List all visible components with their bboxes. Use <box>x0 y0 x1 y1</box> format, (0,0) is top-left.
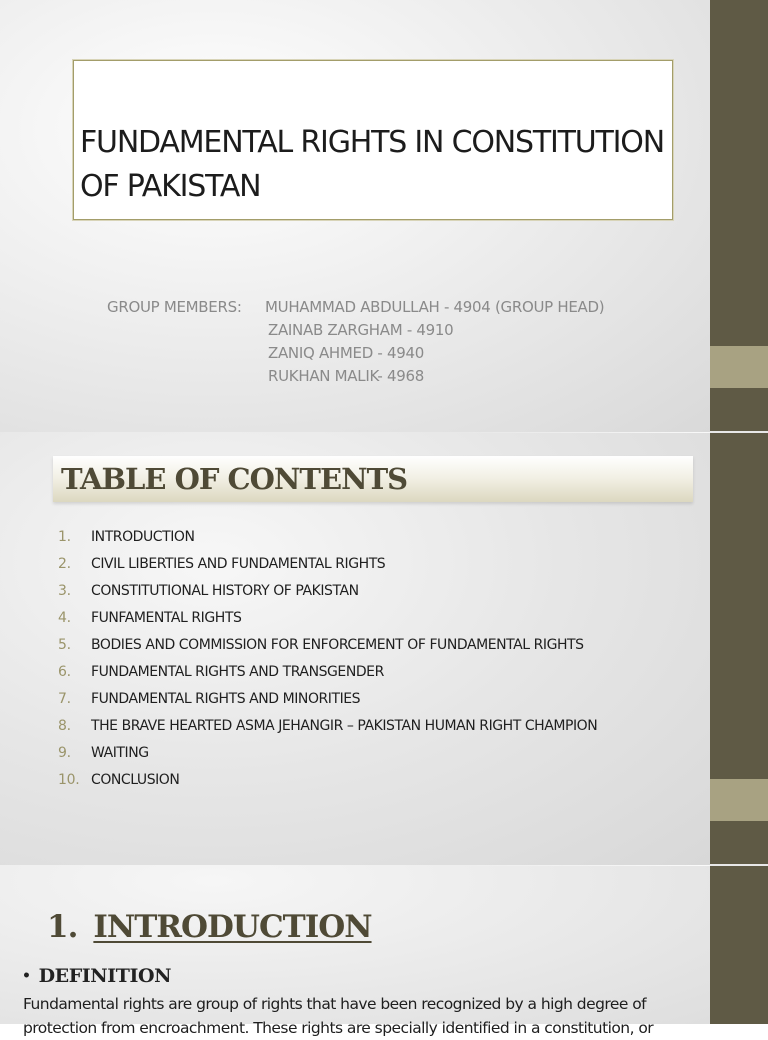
group-member: MUHAMMAD ABDULLAH - 4904 (GROUP HEAD) <box>265 298 605 316</box>
toc-text: FUNDAMENTAL RIGHTS AND TRANSGENDER <box>91 664 384 680</box>
toc-slide <box>0 432 710 865</box>
toc-item <box>58 607 708 634</box>
toc-number: 10. <box>58 772 80 788</box>
group-members-label: GROUP MEMBERS: <box>107 298 242 316</box>
toc-number: 3. <box>58 583 71 599</box>
group-label-spacer <box>107 319 265 342</box>
introduction-slide <box>0 865 710 1037</box>
toc-banner <box>53 456 693 502</box>
toc-item <box>58 553 708 580</box>
group-member-row <box>107 319 667 342</box>
toc-text: INTRODUCTION <box>91 529 195 545</box>
definition-bullet <box>22 965 171 987</box>
toc-item <box>58 688 708 715</box>
introduction-number: 1. <box>47 909 78 945</box>
group-member: RUKHAN MALIK- 4968 <box>268 367 424 385</box>
group-member: ZANIQ AHMED - 4940 <box>268 344 424 362</box>
group-member: ZAINAB ZARGHAM - 4910 <box>268 321 454 339</box>
toc-text: CONCLUSION <box>91 772 180 788</box>
toc-number: 2. <box>58 556 71 572</box>
group-label-spacer <box>107 342 265 365</box>
title-box <box>73 60 673 220</box>
side-accent-block <box>710 346 768 388</box>
toc-text: CIVIL LIBERTIES AND FUNDAMENTAL RIGHTS <box>91 556 386 572</box>
toc-number: 4. <box>58 610 71 626</box>
toc-item <box>58 661 708 688</box>
group-member-row <box>107 342 667 365</box>
introduction-heading <box>47 909 372 945</box>
toc-item <box>58 742 708 769</box>
toc-text: THE BRAVE HEARTED ASMA JEHANGIR – PAKISTAN HUMAN RIGHT CHAMPION <box>91 718 598 734</box>
side-slide-gap <box>710 864 768 866</box>
title-slide <box>0 0 710 432</box>
toc-item <box>58 580 708 607</box>
toc-text: CONSTITUTIONAL HISTORY OF PAKISTAN <box>91 583 359 599</box>
introduction-title: INTRODUCTION <box>93 909 372 945</box>
toc-list <box>58 526 708 796</box>
toc-item <box>58 634 708 661</box>
toc-text: FUNFAMENTAL RIGHTS <box>91 610 242 626</box>
side-decoration-bar <box>710 0 768 1024</box>
toc-number: 6. <box>58 664 71 680</box>
definition-paragraph: Fundamental rights are group of rights that have been recognized by a high degree of protection from encroachment. These rights are specially identified in a constitution, or <box>23 995 654 1037</box>
document-title: FUNDAMENTAL RIGHTS IN CONSTITUTION OF PAKISTAN <box>80 125 664 204</box>
toc-number: 5. <box>58 637 71 653</box>
toc-item <box>58 769 708 796</box>
group-members <box>107 296 667 388</box>
toc-number: 8. <box>58 718 71 734</box>
toc-number: 1. <box>58 529 71 545</box>
toc-number: 7. <box>58 691 71 707</box>
definition-label: DEFINITION <box>38 965 172 987</box>
toc-text: WAITING <box>91 745 149 761</box>
toc-text: FUNDAMENTAL RIGHTS AND MINORITIES <box>91 691 361 707</box>
group-member-row <box>107 365 667 388</box>
group-label-spacer <box>107 365 265 388</box>
side-slide-gap <box>710 431 768 433</box>
toc-item <box>58 715 708 742</box>
toc-number: 9. <box>58 745 71 761</box>
toc-item <box>58 526 708 553</box>
toc-heading: TABLE OF CONTENTS <box>61 462 408 496</box>
bullet-icon: • <box>22 968 31 984</box>
group-member-row <box>107 296 667 319</box>
toc-text: BODIES AND COMMISSION FOR ENFORCEMENT OF FUNDAMENTAL RIGHTS <box>91 637 584 653</box>
side-accent-block <box>710 779 768 821</box>
